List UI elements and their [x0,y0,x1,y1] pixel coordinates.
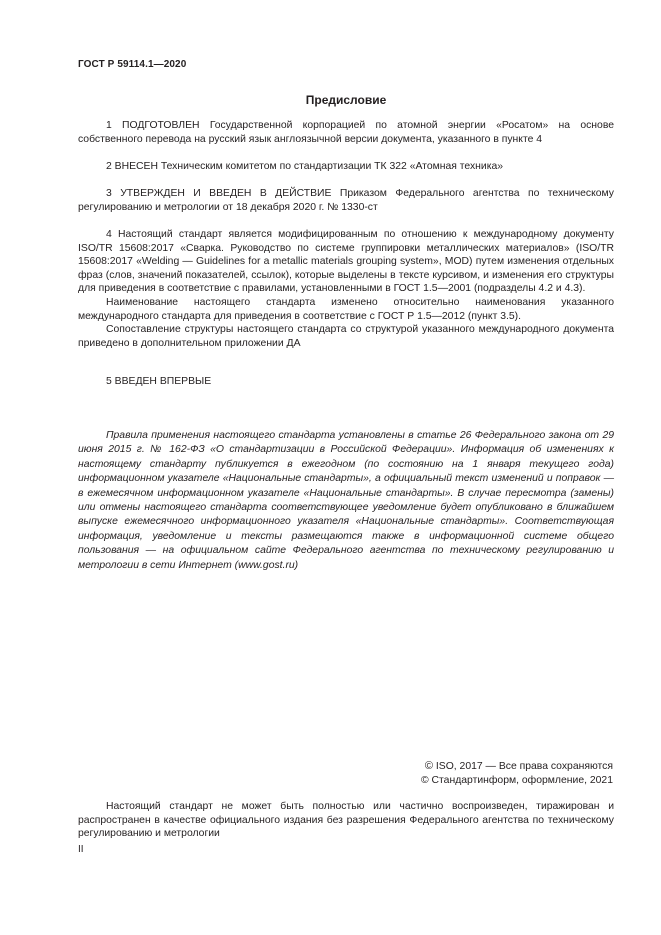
foreword-item-1-text: 1 ПОДГОТОВЛЕН Государственной корпорацией по атомной энергии «Росатом» на основе собственного перевода на русский язык англоязычной версии документа, указанного в пункте 4 [78,120,614,145]
copyright-iso [425,760,613,774]
application-rules-text: Правила применения настоящего стандарта установлены в статье 26 Федерального закона от 29 июня 2015 г. № 162-ФЗ «О стандартизации в Российской Федерации». Информация об изменениях к настоящему стандарту публикуется в ежегодном (по состоянию на 1 января текущего года) информационном указателе «Национальные стандарты», а официальный текст изменений и поправок — в ежемесячном информационном указателе «Национальные стандарты». В случае пересмотра (замены) или отмены настоящего стандарта соответствующее уведомление будет опубликовано в ближайшем выпуске ежемесячного информационного указателя «Национальные стандарты». Соответствующая информация, уведомление и тексты размещаются также в информационной системе общего пользования — на официальном сайте Федерального агентства по техническому регулированию и метрологии в сети Интернет (www.gost.ru) [78,430,614,571]
page-number: II [78,844,84,855]
foreword-item-4-structure-note: Сопоставление структуры настоящего стандарта со структурой указанного международного документа приведено в дополнительном приложении ДА [78,324,614,349]
foreword-item-5-text: 5 ВВЕДЕН ВПЕРВЫЕ [106,376,212,387]
foreword-item-3-text: 3 УТВЕРЖДЕН И ВВЕДЕН В ДЕЙСТВИЕ Приказом Федерального агентства по техническому регулированию и метрологии от 18 декабря 2020 г. № 1330-ст [78,188,614,213]
foreword-item-2-text: 2 ВНЕСЕН Техническим комитетом по стандартизации ТК 322 «Атомная техника» [106,161,504,172]
page-title: Предисловие [305,93,387,107]
foreword-item-1 [78,119,614,146]
foreword-item-4-text: 4 Настоящий стандарт является модифицированным по отношению к международному документу ISO/TR 15608:2017 «Сварка. Руководство по системе группировки металлических материалов» (ISO/TR 15608:2017 «Welding — Guidelines for a metallic materials grouping system», MOD) путем изменения отдельных фраз (слов, значений показателей, ссылок), которые выделены в тексте курсивом, и изменения его структуры для приведения в соответствие с правилами, установленными в ГОСТ 1.5—2001 (подразделы 4.2 и 4.3). [78,229,614,295]
foreword-item-4 [78,228,614,350]
foreword-item-2 [78,160,614,174]
reproduction-notice [78,800,614,841]
reproduction-notice-text: Настоящий стандарт не может быть полностью или частично воспроизведен, тиражирован и распространен в качестве официального издания без разрешения Федерального агентства по техническому регулированию и метрологии [78,801,614,840]
foreword-item-4-name-note: Наименование настоящего стандарта изменено относительно наименования указанного международного стандарта для приведения в соответствие с ГОСТ Р 1.5—2012 (пункт 3.5). [78,296,614,322]
foreword-item-3 [78,187,614,214]
standard-code: ГОСТ Р 59114.1—2020 [78,59,187,70]
copyright-iso-text: ISO, 2017 — Все права сохраняются [432,761,613,772]
application-rules-notice [78,429,614,573]
copyright-symbol: © [424,760,433,772]
foreword-item-5 [78,375,614,389]
copyright-standartinform: © Стандартинформ, оформление, 2021 [420,775,613,786]
